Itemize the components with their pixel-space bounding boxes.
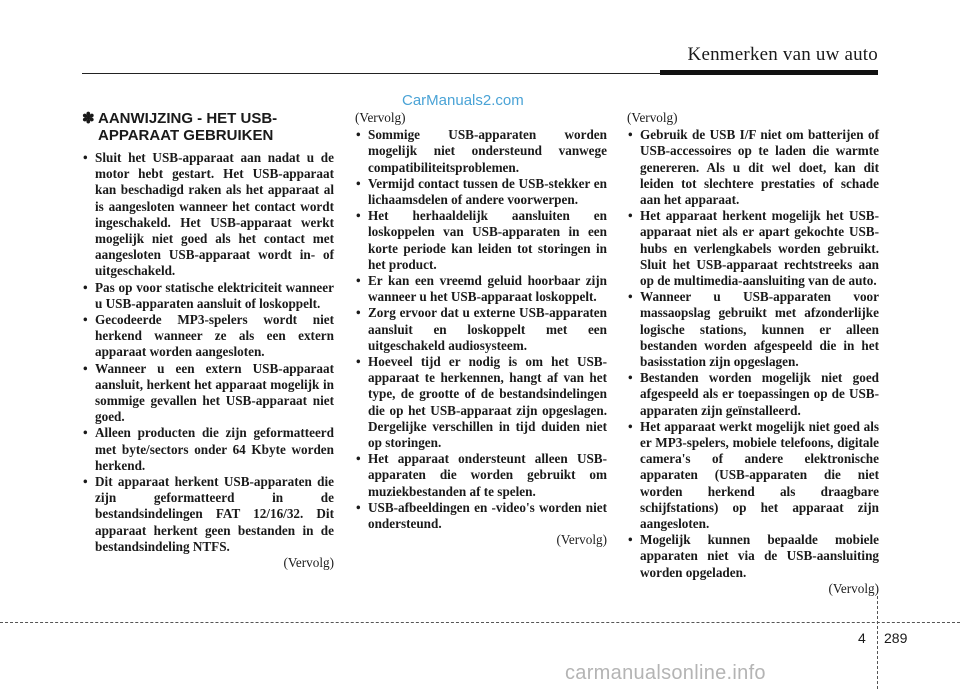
header-rule-thin <box>82 73 662 74</box>
page-number: 289 <box>884 630 908 646</box>
list-item: • Dit apparaat herkent USB-apparaten die zijn geformatteerd in de bestandsindelingen FAT 12/16/32. Dit apparaat herkent geen bestanden in de bestandsindeling NTFS. <box>82 474 334 555</box>
bullet-list <box>82 150 334 555</box>
list-item: • Gebruik de USB I/F niet om batterijen of USB-accessoires op te laden die warmte genereren. Als u dit wel doet, kan dit leiden tot slechtere prestaties of schade aan het apparaat. <box>627 127 879 208</box>
list-item: • Alleen producten die zijn geformatteerd met byte/sectors onder 64 Kbyte worden herkend. <box>82 425 334 474</box>
footer-separator <box>877 596 879 689</box>
list-item: • Zorg ervoor dat u externe USB-apparaten aansluit en loskoppelt met een uitgeschakeld audiosysteem. <box>355 305 607 354</box>
continued-label-top: (Vervolg) <box>355 110 406 125</box>
bullet-list <box>355 127 607 532</box>
column-2 <box>355 110 607 548</box>
list-item: • Wanneer u USB-apparaten voor massaopslag gebruikt met afzonderlijke logische stations, kunnen er alleen bestanden worden afgespeeld die in het basisstation zijn opgeslagen. <box>627 289 879 370</box>
continued-label-top: (Vervolg) <box>627 110 678 125</box>
list-item: • Vermijd contact tussen de USB-stekker en lichaamsdelen of andere voorwerpen. <box>355 176 607 208</box>
list-item: • Mogelijk kunnen bepaalde mobiele apparaten niet via de USB-aansluiting worden opgeladen. <box>627 532 879 581</box>
note-heading <box>82 110 334 144</box>
list-item: • Pas op voor statische elektriciteit wanneer u USB-apparaten aansluit of loskoppelt. <box>82 280 334 312</box>
list-item: • Het apparaat werkt mogelijk niet goed als er MP3-spelers, mobiele telefoons, digitale camera's of andere elektronische apparaten (USB-apparaten die niet worden herkend als draagbare schijfstations) op het apparaat zijn aangesloten. <box>627 419 879 532</box>
list-item: • Hoeveel tijd er nodig is om het USB-apparaat te herkennen, hangt af van het type, de grootte of de bestandsindelingen die op het USB-apparaat zijn opgeslagen. Dergelijke verschillen in tijd duiden niet op storingen. <box>355 354 607 451</box>
bullet-list <box>627 127 879 581</box>
watermark-bottom: carmanualsonline.info <box>565 662 766 684</box>
list-item: • Wanneer u een extern USB-apparaat aansluit, herkent het apparaat mogelijk in sommige gevallen het USB-apparaat niet goed. <box>82 361 334 426</box>
footer-dashed-rule <box>0 622 960 623</box>
list-item: • Sommige USB-apparaten worden mogelijk niet ondersteund vanwege compatibiliteitsproblemen. <box>355 127 607 176</box>
watermark-top: CarManuals2.com <box>402 92 524 109</box>
note-title-line1: AANWIJZING - HET USB- <box>98 110 278 127</box>
note-title-line2: APPARAAT GEBRUIKEN <box>98 127 274 144</box>
note-star-icon: ✽ <box>82 110 95 127</box>
list-item: • Bestanden worden mogelijk niet goed afgespeeld als er toepassingen op de USB-apparaten zijn geïnstalleerd. <box>627 370 879 419</box>
list-item: • Gecodeerde MP3-spelers wordt niet herkend wanneer ze als een extern apparaat worden aangesloten. <box>82 312 334 361</box>
continued-label: (Vervolg) <box>828 580 879 596</box>
list-item: • Het apparaat ondersteunt alleen USB-apparaten die worden gebruikt om muziekbestanden af te spelen. <box>355 451 607 500</box>
column-3 <box>627 110 879 597</box>
list-item: • Het herhaaldelijk aansluiten en loskoppelen van USB-apparaten in een korte periode kan leiden tot storingen in het product. <box>355 208 607 273</box>
chapter-number: 4 <box>858 630 866 646</box>
column-1 <box>82 110 334 571</box>
list-item: • Er kan een vreemd geluid hoorbaar zijn wanneer u het USB-apparaat loskoppelt. <box>355 273 607 305</box>
continued-label: (Vervolg) <box>283 555 334 571</box>
list-item: • USB-afbeeldingen en -video's worden niet ondersteund. <box>355 500 607 532</box>
page-header-title: Kenmerken van uw auto <box>687 44 878 65</box>
header-rule-thick <box>660 70 878 75</box>
list-item: • Sluit het USB-apparaat aan nadat u de motor hebt gestart. Het USB-apparaat kan beschadigd raken als het apparaat al is aangesloten wanneer het contact wordt ingeschakeld. Het USB-apparaat werkt mogelijk niet goed als het contact met aangesloten USB-apparaat wordt in- of uitgeschakeld. <box>82 150 334 280</box>
list-item: • Het apparaat herkent mogelijk het USB-apparaat niet als er apart gekochte USB-hubs en verlengkabels worden gebruikt. Sluit het USB-apparaat rechtstreeks aan op de multimedia-aansluiting van de auto. <box>627 208 879 289</box>
continued-label: (Vervolg) <box>556 532 607 548</box>
